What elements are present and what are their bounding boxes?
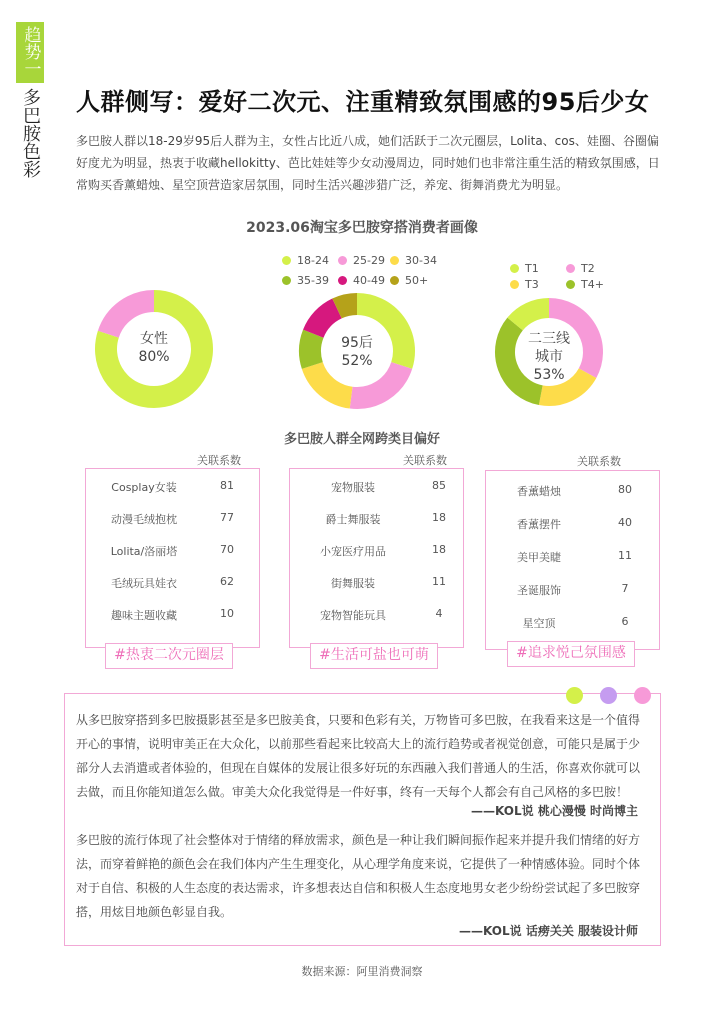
page-title: 人群侧写：爱好二次元、注重精致氛围感的95后少女 [76, 88, 650, 116]
chart-title: 2023.06淘宝多巴胺穿搭消费者画像 [246, 220, 478, 236]
legend-item: T3 [510, 278, 539, 291]
category-name: Lolita/洛丽塔 [110, 545, 178, 558]
category-section-title: 多巴胺人群全网跨类目偏好 [283, 432, 440, 447]
category-value: 77 [220, 511, 234, 524]
category-tag: #追求悦己氛围感 [507, 641, 635, 667]
table-row [86, 511, 259, 531]
city-tier-donut-label [494, 330, 604, 384]
donut-slice-50+ [337, 304, 357, 308]
category-box-lifestyle [289, 468, 464, 648]
kol-quote: 多巴胺的流行体现了社会整体对于情绪的释放需求，颜色是一种让我们瞬间振作起来并提升我们情绪的好方法，而穿着鲜艳的颜色会在我们体内产生生理变化，从心理学角度来说，它提供了一种情感体验。同时个体对于自信、积极的人生态度的表达需求，许多想表达自信和积极人生态度地男女老少纷纷尝试起了多巴胺穿搭，用炫目地颜色彰显自我。 [76, 833, 641, 919]
legend-item: T4+ [566, 278, 604, 291]
category-name: 美甲美睫 [517, 551, 561, 564]
column-header: 关联系数 [577, 455, 621, 468]
category-name: 宠物服装 [331, 481, 375, 494]
table-row [290, 607, 463, 627]
category-name: 香薰摆件 [517, 518, 561, 531]
legend-swatch [338, 256, 347, 265]
legend-item: 50+ [390, 274, 428, 287]
age-donut-label [298, 334, 416, 370]
donut-center-value: 53% [533, 367, 565, 383]
decorative-dot-lime [566, 687, 583, 704]
donut-center-label: 女性 [140, 331, 168, 347]
donut-center-value: 80% [138, 349, 170, 365]
table-row [290, 511, 463, 531]
donut-slice-25-29 [351, 366, 402, 398]
category-name: 动漫毛绒抱枕 [111, 513, 177, 526]
category-name: 小宠医疗用品 [320, 545, 386, 558]
category-name: 香薰蜡烛 [517, 485, 561, 498]
donut-slice-40-49 [313, 308, 337, 333]
legend-item: 35-39 [282, 274, 329, 287]
data-source: 数据来源：阿里消费洞察 [301, 965, 423, 978]
legend-swatch [390, 256, 399, 265]
section-tab-label: 趋势一 [20, 26, 41, 77]
legend-swatch [282, 256, 291, 265]
table-row [290, 479, 463, 499]
table-row [86, 607, 259, 627]
legend-swatch [390, 276, 399, 285]
donut-center-label: 95后 [341, 335, 373, 351]
kol-attribution: ——KOL说 桃心漫慢 时尚博主 [471, 804, 638, 818]
table-row [86, 575, 259, 595]
category-value: 81 [220, 479, 234, 492]
legend-item: 40-49 [338, 274, 385, 287]
category-value: 18 [432, 511, 446, 524]
table-row [290, 543, 463, 563]
category-name: 毛绒玩具娃衣 [111, 577, 177, 590]
legend-swatch [282, 276, 291, 285]
decorative-dot-purple [600, 687, 617, 704]
category-name: 圣诞服饰 [517, 584, 561, 597]
column-header: 关联系数 [197, 454, 241, 467]
gender-donut-label [94, 330, 214, 366]
legend-item: 30-34 [390, 254, 437, 267]
legend-swatch [566, 264, 575, 273]
category-value: 10 [220, 607, 234, 620]
table-row [486, 582, 659, 602]
section-tab [16, 22, 44, 83]
category-box-ambience [485, 470, 660, 650]
category-name: 街舞服装 [331, 577, 375, 590]
category-value: 7 [621, 582, 629, 595]
table-row [86, 479, 259, 499]
legend-item: T1 [510, 262, 539, 275]
legend-swatch [510, 264, 519, 273]
decorative-dot-pink [634, 687, 651, 704]
legend-swatch [338, 276, 347, 285]
category-value: 4 [435, 607, 443, 620]
category-value: 11 [432, 575, 446, 588]
category-name: 宠物智能玩具 [320, 609, 386, 622]
category-name: 爵士舞服装 [325, 513, 381, 526]
column-header: 关联系数 [403, 454, 447, 467]
category-value: 80 [618, 483, 632, 496]
category-value: 11 [618, 549, 632, 562]
category-value: 85 [432, 479, 446, 492]
table-row [86, 543, 259, 563]
intro-paragraph: 多巴胺人群以18-29岁95后人群为主，女性占比近八成，她们活跃于二次元圈层，Lolita、cos、娃圈、谷圈偏好度尤为明显，热衷于收藏hellokitty、芭比娃娃等少女动漫周边，同时她们也非常注重生活的精致氛围感，日常购买香薰蜡烛、星空顶营造家居氛围，同时生活兴趣涉猎广泛，养宠、街舞消费尤为明显。 [76, 134, 660, 192]
category-tag: #生活可盐也可萌 [310, 643, 438, 669]
kol-quote: 从多巴胺穿搭到多巴胺摄影甚至是多巴胺美食，只要和色彩有关，万物皆可多巴胺，在我看来这是一个值得开心的事情，说明审美正在大众化，以前那些看起来比较高大上的流行趋势或者视觉创意，可能只是属于少部分人去消遣或者体验的，但现在自媒体的发展让很多好玩的东西融入我们普通人的生活，你喜欢你就可以去做，而且你能知道怎么做。审美大众化我觉得是一件好事，终有一天每个人都会有自己风格的多巴胺！ [76, 713, 641, 799]
donut-slice-T1 [515, 308, 549, 324]
table-row [290, 575, 463, 595]
donut-center-label: 二三线 城市 [528, 331, 570, 365]
category-value: 18 [432, 543, 446, 556]
category-value: 6 [621, 615, 629, 628]
section-title-vertical: 多巴胺色彩 [20, 88, 41, 178]
category-value: 40 [618, 516, 632, 529]
category-name: Cosplay女装 [111, 481, 177, 494]
table-row [486, 549, 659, 569]
legend-swatch [566, 280, 575, 289]
donut-slice-30-34 [312, 366, 351, 398]
table-row [486, 516, 659, 536]
category-name: 趣味主题收藏 [111, 609, 177, 622]
kol-attribution: ——KOL说 话痨关关 服装设计师 [459, 924, 638, 938]
table-row [486, 483, 659, 503]
table-row [486, 615, 659, 635]
legend-item: T2 [566, 262, 595, 275]
category-name: 星空顶 [522, 617, 556, 630]
category-value: 62 [220, 575, 234, 588]
legend-item: 18-24 [282, 254, 329, 267]
category-tag: #热衷二次元圈层 [105, 643, 233, 669]
legend-swatch [510, 280, 519, 289]
category-value: 70 [220, 543, 234, 556]
donut-center-value: 52% [341, 353, 373, 369]
legend-item: 25-29 [338, 254, 385, 267]
category-box-anime [85, 468, 260, 648]
